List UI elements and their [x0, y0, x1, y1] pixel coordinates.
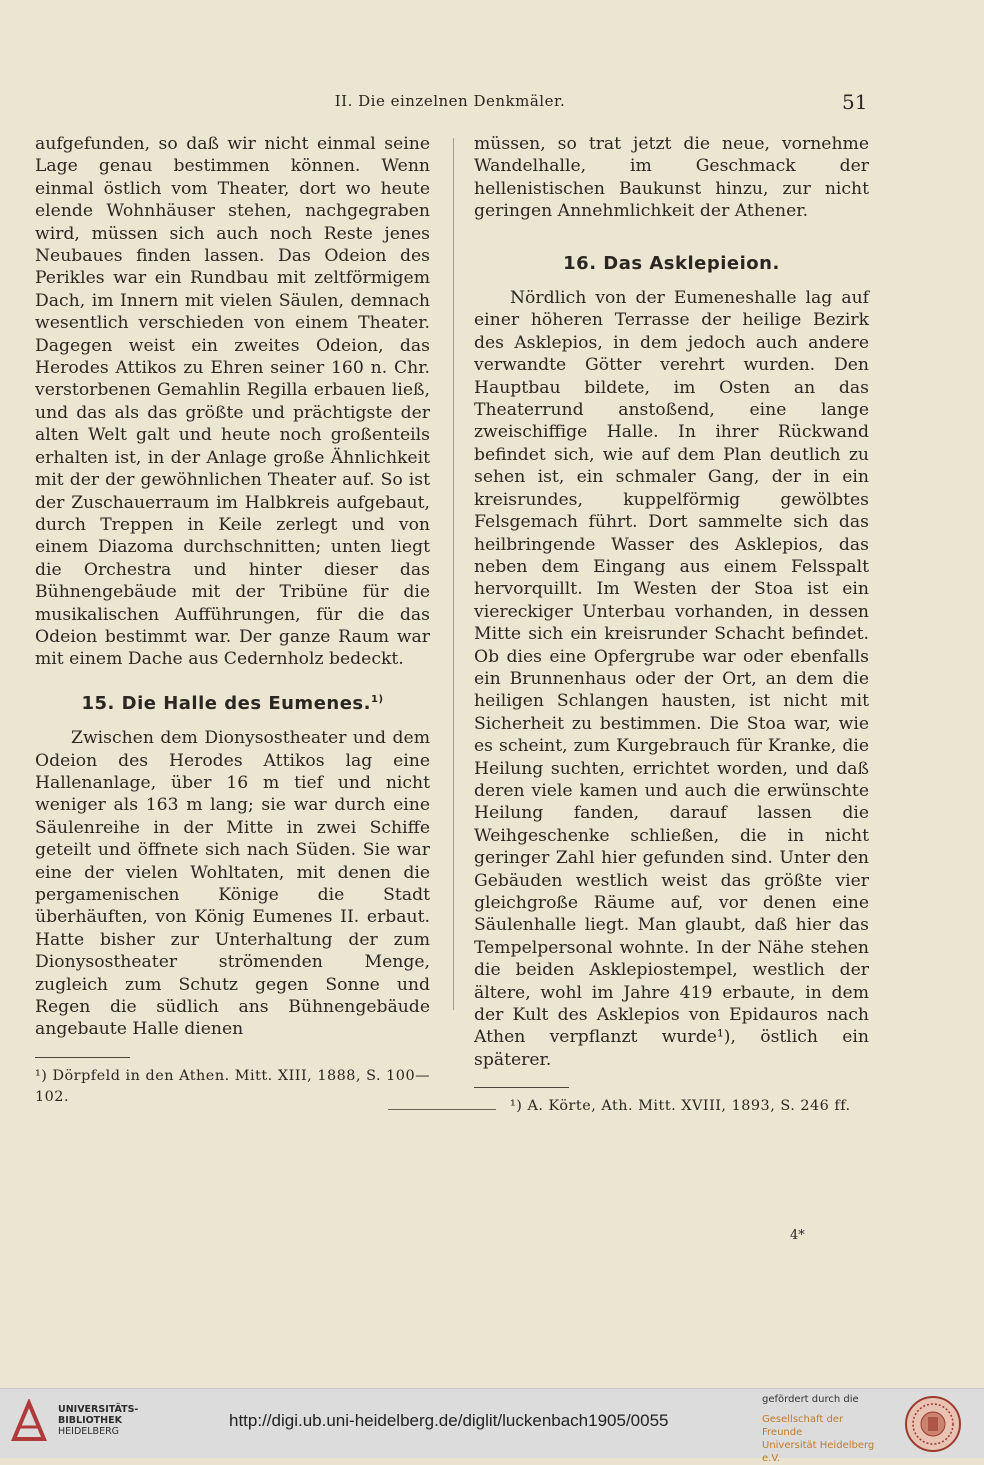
signature-mark: 4*	[790, 1228, 805, 1243]
right-intro-paragraph: müssen, so trat jetzt die neue, vornehme Wandelhalle, im Geschmack der hellenistischen Baukunst hinzu, zur nicht geringen Annehmlichkeit der Athener.	[474, 134, 869, 222]
right-footnote: ¹) A. Körte, Ath. Mitt. XVIII, 1893, S. 246 ff.	[510, 1098, 851, 1115]
left-footnote: ¹) Dörpfeld in den Athen. Mitt. XIII, 1888, S. 100—102.	[35, 1067, 430, 1105]
left-intro-paragraph: aufgefunden, so daß wir nicht einmal seine Lage genau bestimmen können. Wenn einmal östlich vom Theater, dort wo heute elende Wohnhäuser stehen, nachgegraben wird, müssen sich auch noch Reste jenes Neubaues finden lassen. Das Odeion des Perikles war ein Rundbau mit zeltförmigem Dach, im Innern mit vielen Säulen, demnach wesentlich verschieden von einem Theater. Dagegen weist ein zweites Odeion, das Herodes Attikos zu Ehren seiner 160 n. Chr. verstorbenen Gemahlin Regilla erbauen ließ, und das als das größte und prächtigste der alten Welt galt und heute noch großenteils erhalten ist, in der Anlage große Ähnlichkeit mit der der gewöhnlichen Theater auf. So ist der Zuschauerraum im Halbkreis aufgebaut, durch Treppen in Keile zerlegt und von einem Diazoma durchschnitten; unten liegt die Orchestra und hinter dieser das Bühnengebäude mit der Tribüne für die musikalischen Aufführungen, für die das Odeion bestimmt war. Der ganze Raum war mit einem Dache aus Cedernholz bedeckt.	[35, 134, 430, 670]
left-section-paragraph: Zwischen dem Dionysostheater und dem Odeion des Herodes Attikos lag eine Hallenanlage, über 16 m tief und nicht weniger als 163 m lang; sie war durch eine Säulenreihe in der Mitte in zwei Schiffe geteilt und öffnete sich nach Süden. Sie war eine der vielen Wohltaten, mit denen die pergamenischen Könige die Stadt überhäuften, von König Eumenes II. erbaut. Hatte bisher zur Unterhaltung der zum Dionysostheater strömenden Menge, zugleich zum Schutz gegen Sonne und Regen die südlich ans Bühnengebäude angebaute Halle dienen	[35, 728, 430, 1040]
running-title: II. Die einzelnen Denkmäler.	[334, 92, 566, 110]
section-heading-15-text: 15. Die Halle des Eumenes.	[81, 692, 371, 714]
section-heading-15-note: 1)	[370, 693, 384, 705]
library-name[interactable]	[58, 1404, 138, 1437]
university-seal-icon	[904, 1395, 962, 1453]
library-name-line3: HEIDELBERG	[58, 1426, 120, 1437]
footnote-rule-right	[474, 1087, 569, 1088]
library-name-line1: UNIVERSITÄTS-	[58, 1404, 139, 1415]
footnote-rule-left	[35, 1057, 130, 1058]
sponsor-name[interactable]	[762, 1413, 886, 1465]
section-heading-15	[35, 693, 430, 715]
section-heading-16: 16. Das Asklepieion.	[563, 252, 780, 274]
page-number: 51	[842, 90, 868, 114]
right-column	[474, 133, 869, 1117]
sponsor-name-line2: Universität Heidelberg e.V.	[762, 1440, 875, 1464]
right-section-paragraph: Nördlich von der Eumeneshalle lag auf einer höheren Terrasse der heilige Bezirk des Asklepios, in dem jedoch auch andere verwandte Götter verehrt wurden. Den Hauptbau bildete, im Osten an das Theaterrund anstoßend, eine lange zweischiffige Halle. In ihrer Rückwand befindet sich, wie auf dem Plan deutlich zu sehen ist, ein schmaler Gang, der in ein kreisrundes, kuppelförmig gewölbtes Felsgemach führt. Dort sammelte sich das heilbringende Wasser des Asklepios, das neben dem Eingang aus einem Felsspalt hervorquillt. Im Westen der Stoa ist ein viereckiger Unterbau vorhanden, in dessen Mitte sich ein kreisrunder Schacht befindet. Ob dies eine Opfergrube war oder ebenfalls ein Brunnenhaus oder der Ort, an dem die heiligen Schlangen hausten, ist nicht mit Sicherheit zu bestimmen. Die Stoa war, wie es scheint, zum Kurgebrauch für Kranke, die Heilung suchten, errichtet worden, und daß deren viele kamen und auch die erwünschte Heilung fanden, darauf lassen die Weihgeschenke schließen, die in nicht geringer Zahl hier gefunden sind. Unter den Gebäuden westlich weist das größte vier gleichgroße Räume auf, vor denen eine Säulenhalle liegt. Man glaubt, daß hier das Tempelpersonal wohnte. In der Nähe stehen die beiden Asklepiostempel, westlich der ältere, wohl im Jahre 419 erbaute, in dem der Kult des Asklepios von Epidauros nach Athen verpflanzt wurde¹), östlich ein späterer.	[474, 288, 869, 1070]
sponsor-name-line1: Gesellschaft der Freunde	[762, 1414, 844, 1438]
library-logo-icon[interactable]	[10, 1399, 48, 1443]
column-divider	[453, 138, 454, 1010]
left-column	[35, 133, 430, 1108]
sponsor-label: gefördert durch die	[762, 1394, 859, 1405]
footer-bar	[0, 1388, 984, 1464]
page-end-separator	[388, 1109, 496, 1110]
library-name-line2: BIBLIOTHEK	[58, 1415, 122, 1426]
permalink-url[interactable]: http://digi.ub.uni-heidelberg.de/diglit/luckenbach1905/0055	[229, 1411, 669, 1430]
